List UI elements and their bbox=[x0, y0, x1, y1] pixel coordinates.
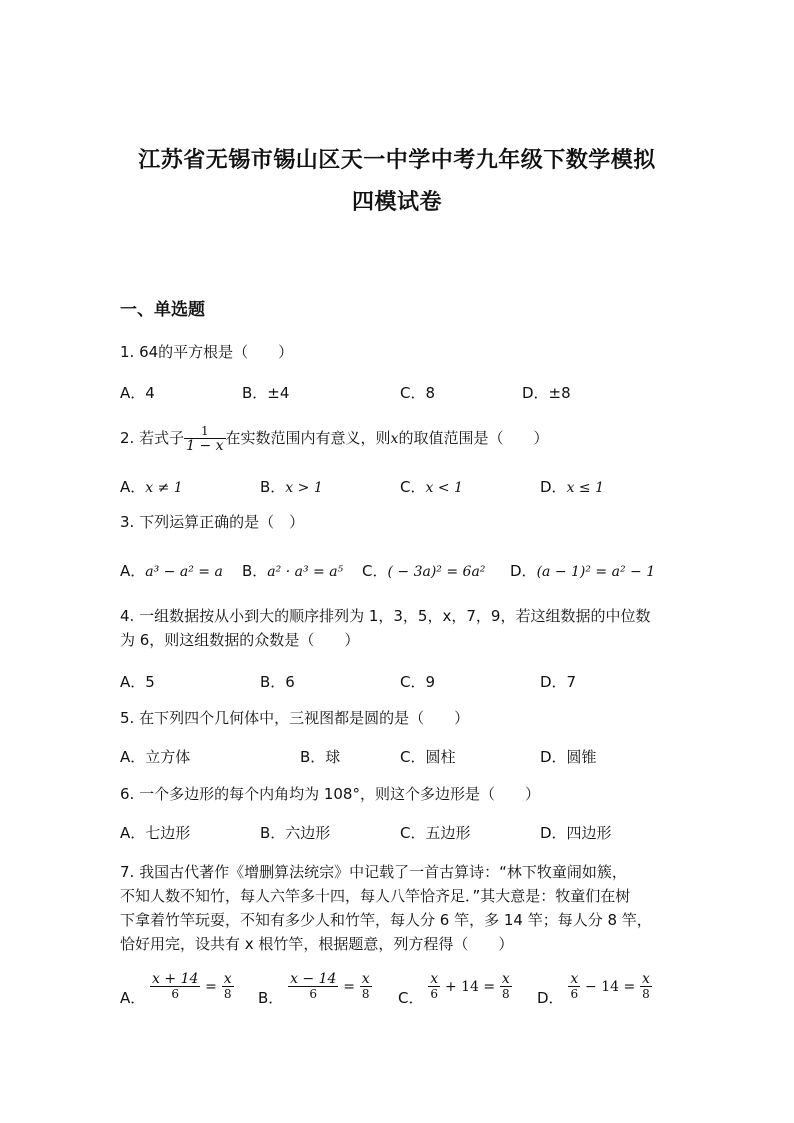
question-3-stem: 3. 下列运算正确的是（ ） bbox=[120, 513, 305, 531]
question-6-stem: 6. 一个多边形的每个内角均为 108°，则这个多边形是（ ） bbox=[120, 785, 540, 803]
q2-stem-part2: 在实数范围内有意义，则 bbox=[225, 429, 391, 447]
q7-d-left-num: x bbox=[570, 971, 579, 987]
q7-a-left-num: x + 14 bbox=[152, 971, 199, 987]
section-heading: 一、单选题 bbox=[120, 300, 205, 320]
q7-d-right-fraction bbox=[640, 972, 652, 1001]
q7-a-right-num: x bbox=[223, 971, 232, 987]
q2-option-d[interactable] bbox=[540, 476, 604, 497]
q7-option-c-letter: C． bbox=[398, 989, 424, 1007]
q7-d-left-fraction bbox=[568, 972, 580, 1001]
q7-a-left-fraction bbox=[150, 972, 200, 1001]
q7-b-left-den: 6 bbox=[309, 987, 318, 1001]
q5-option-c[interactable]: C．圆柱 bbox=[400, 748, 456, 766]
q7-d-right-num: x bbox=[642, 971, 650, 987]
q3-option-a[interactable] bbox=[120, 560, 223, 581]
q7-b-right-num: x bbox=[361, 971, 370, 987]
q5-option-d[interactable]: D．圆锥 bbox=[540, 748, 597, 766]
q3-option-a-expr: a³ − a² = a bbox=[145, 564, 223, 580]
q2-option-b[interactable] bbox=[260, 476, 323, 497]
q7-d-middle: − 14 = bbox=[585, 979, 636, 995]
q6-option-a[interactable]: A．七边形 bbox=[120, 824, 191, 842]
q7-option-a-letter: A． bbox=[120, 989, 146, 1007]
question-7-stem-line3: 下拿着竹竿玩耍，不知有多少人和竹竿，每人分 6 竿，多 14 竿；每人分 8 竿， bbox=[120, 911, 652, 929]
q3-option-c-letter: C． bbox=[362, 562, 388, 580]
q7-b-right-den: 8 bbox=[361, 987, 370, 1001]
question-4-stem-line2: 为 6，则这组数据的众数是（ ） bbox=[120, 631, 360, 649]
q7-c-left-den: 6 bbox=[430, 987, 439, 1001]
q2-fraction bbox=[184, 424, 225, 453]
q2-option-b-letter: B． bbox=[260, 478, 286, 496]
q3-option-d-expr: (a − 1)² = a² − 1 bbox=[536, 564, 656, 580]
q7-option-d[interactable] bbox=[537, 972, 652, 1008]
q7-a-eq: = bbox=[205, 979, 217, 995]
q3-option-b-expr: a² · a³ = a⁵ bbox=[267, 564, 344, 580]
q2-stem-part3: 的取值范围是（ ） bbox=[398, 429, 549, 447]
q6-option-d[interactable]: D．四边形 bbox=[540, 824, 612, 842]
q7-option-b-letter: B． bbox=[258, 989, 284, 1007]
q2-fraction-den: 1 − x bbox=[186, 438, 224, 454]
question-4-stem-line1: 4. 一组数据按从小到大的顺序排列为 1，3，5，x，7，9，若这组数据的中位数 bbox=[120, 607, 651, 625]
q4-option-b[interactable]: B．6 bbox=[260, 673, 295, 691]
q7-option-d-letter: D． bbox=[537, 989, 564, 1007]
q7-c-left-num: x bbox=[430, 971, 439, 987]
q7-b-eq: = bbox=[343, 979, 355, 995]
q2-option-a-letter: A． bbox=[120, 478, 146, 496]
q4-option-c[interactable]: C．9 bbox=[400, 673, 436, 691]
q7-c-right-fraction bbox=[500, 972, 512, 1001]
q7-b-left-fraction bbox=[288, 972, 338, 1001]
q1-option-c[interactable]: C．8 bbox=[400, 384, 436, 402]
q3-option-a-letter: A． bbox=[120, 562, 146, 580]
q4-option-d[interactable]: D．7 bbox=[540, 673, 577, 691]
q2-fraction-num: 1 bbox=[184, 424, 225, 439]
q7-a-left-den: 6 bbox=[171, 987, 180, 1001]
q2-variable: x bbox=[390, 431, 399, 447]
q2-option-c[interactable] bbox=[400, 476, 463, 497]
q7-a-right-fraction bbox=[222, 972, 234, 1001]
q5-option-b[interactable]: B．球 bbox=[300, 748, 341, 766]
q7-c-left-fraction bbox=[428, 972, 440, 1001]
q2-option-d-expr: x ≤ 1 bbox=[566, 480, 604, 496]
q7-d-left-den: 6 bbox=[570, 987, 579, 1001]
question-1-stem: 1. 64的平方根是（ ） bbox=[120, 343, 294, 361]
q6-option-b[interactable]: B．六边形 bbox=[260, 824, 331, 842]
question-7-stem-line2: 不知人数不知竹，每人六竿多十四，每人八竿恰齐足．”其大意是：牧童们在树 bbox=[120, 887, 631, 905]
page-title-line2: 四模试卷 bbox=[351, 190, 442, 215]
question-7-stem-line1: 7. 我国古代著作《增删算法统宗》中记载了一首古算诗：“林下牧童闹如簇， bbox=[120, 863, 627, 881]
q7-a-right-den: 8 bbox=[223, 987, 232, 1001]
q6-option-c[interactable]: C．五边形 bbox=[400, 824, 471, 842]
page-title-line1: 江苏省无锡市锡山区天一中学中考九年级下数学模拟 bbox=[138, 148, 656, 173]
q3-option-c-expr: ( − 3a)² = 6a² bbox=[387, 564, 486, 580]
q1-option-b[interactable]: B．±4 bbox=[242, 384, 290, 402]
q2-option-d-letter: D． bbox=[540, 478, 567, 496]
q3-option-b[interactable] bbox=[242, 560, 343, 581]
q2-option-c-expr: x < 1 bbox=[425, 480, 463, 496]
question-5-stem: 5. 在下列四个几何体中，三视图都是圆的是（ ） bbox=[120, 709, 470, 727]
q1-option-d[interactable]: D．±8 bbox=[522, 384, 571, 402]
q3-option-d-letter: D． bbox=[510, 562, 537, 580]
q7-d-right-den: 8 bbox=[642, 987, 650, 1001]
q7-c-middle: + 14 = bbox=[444, 979, 496, 995]
question-7-stem-line4: 恰好用完，设共有 x 根竹竿，根据题意，列方程得（ ） bbox=[120, 935, 514, 953]
q7-b-left-num: x − 14 bbox=[290, 971, 337, 987]
q1-option-a[interactable]: A．4 bbox=[120, 384, 155, 402]
q7-c-right-den: 8 bbox=[502, 987, 510, 1001]
q7-option-c[interactable] bbox=[398, 972, 512, 1008]
q2-option-b-expr: x > 1 bbox=[285, 480, 323, 496]
q5-option-a[interactable]: A．立方体 bbox=[120, 748, 191, 766]
q2-option-a[interactable] bbox=[120, 476, 183, 497]
question-2-stem bbox=[120, 424, 548, 453]
q7-b-right-fraction bbox=[360, 972, 372, 1001]
q2-stem-part1: 2. 若式子 bbox=[120, 429, 185, 447]
q3-option-c[interactable] bbox=[362, 560, 485, 581]
q3-option-b-letter: B． bbox=[242, 562, 268, 580]
q7-option-b[interactable] bbox=[258, 972, 372, 1008]
q4-option-a[interactable]: A．5 bbox=[120, 673, 155, 691]
q7-option-a[interactable] bbox=[120, 972, 234, 1008]
q3-option-d[interactable] bbox=[510, 560, 655, 581]
q2-option-a-expr: x ≠ 1 bbox=[145, 480, 183, 496]
q2-option-c-letter: C． bbox=[400, 478, 426, 496]
q7-c-right-num: x bbox=[501, 971, 510, 987]
